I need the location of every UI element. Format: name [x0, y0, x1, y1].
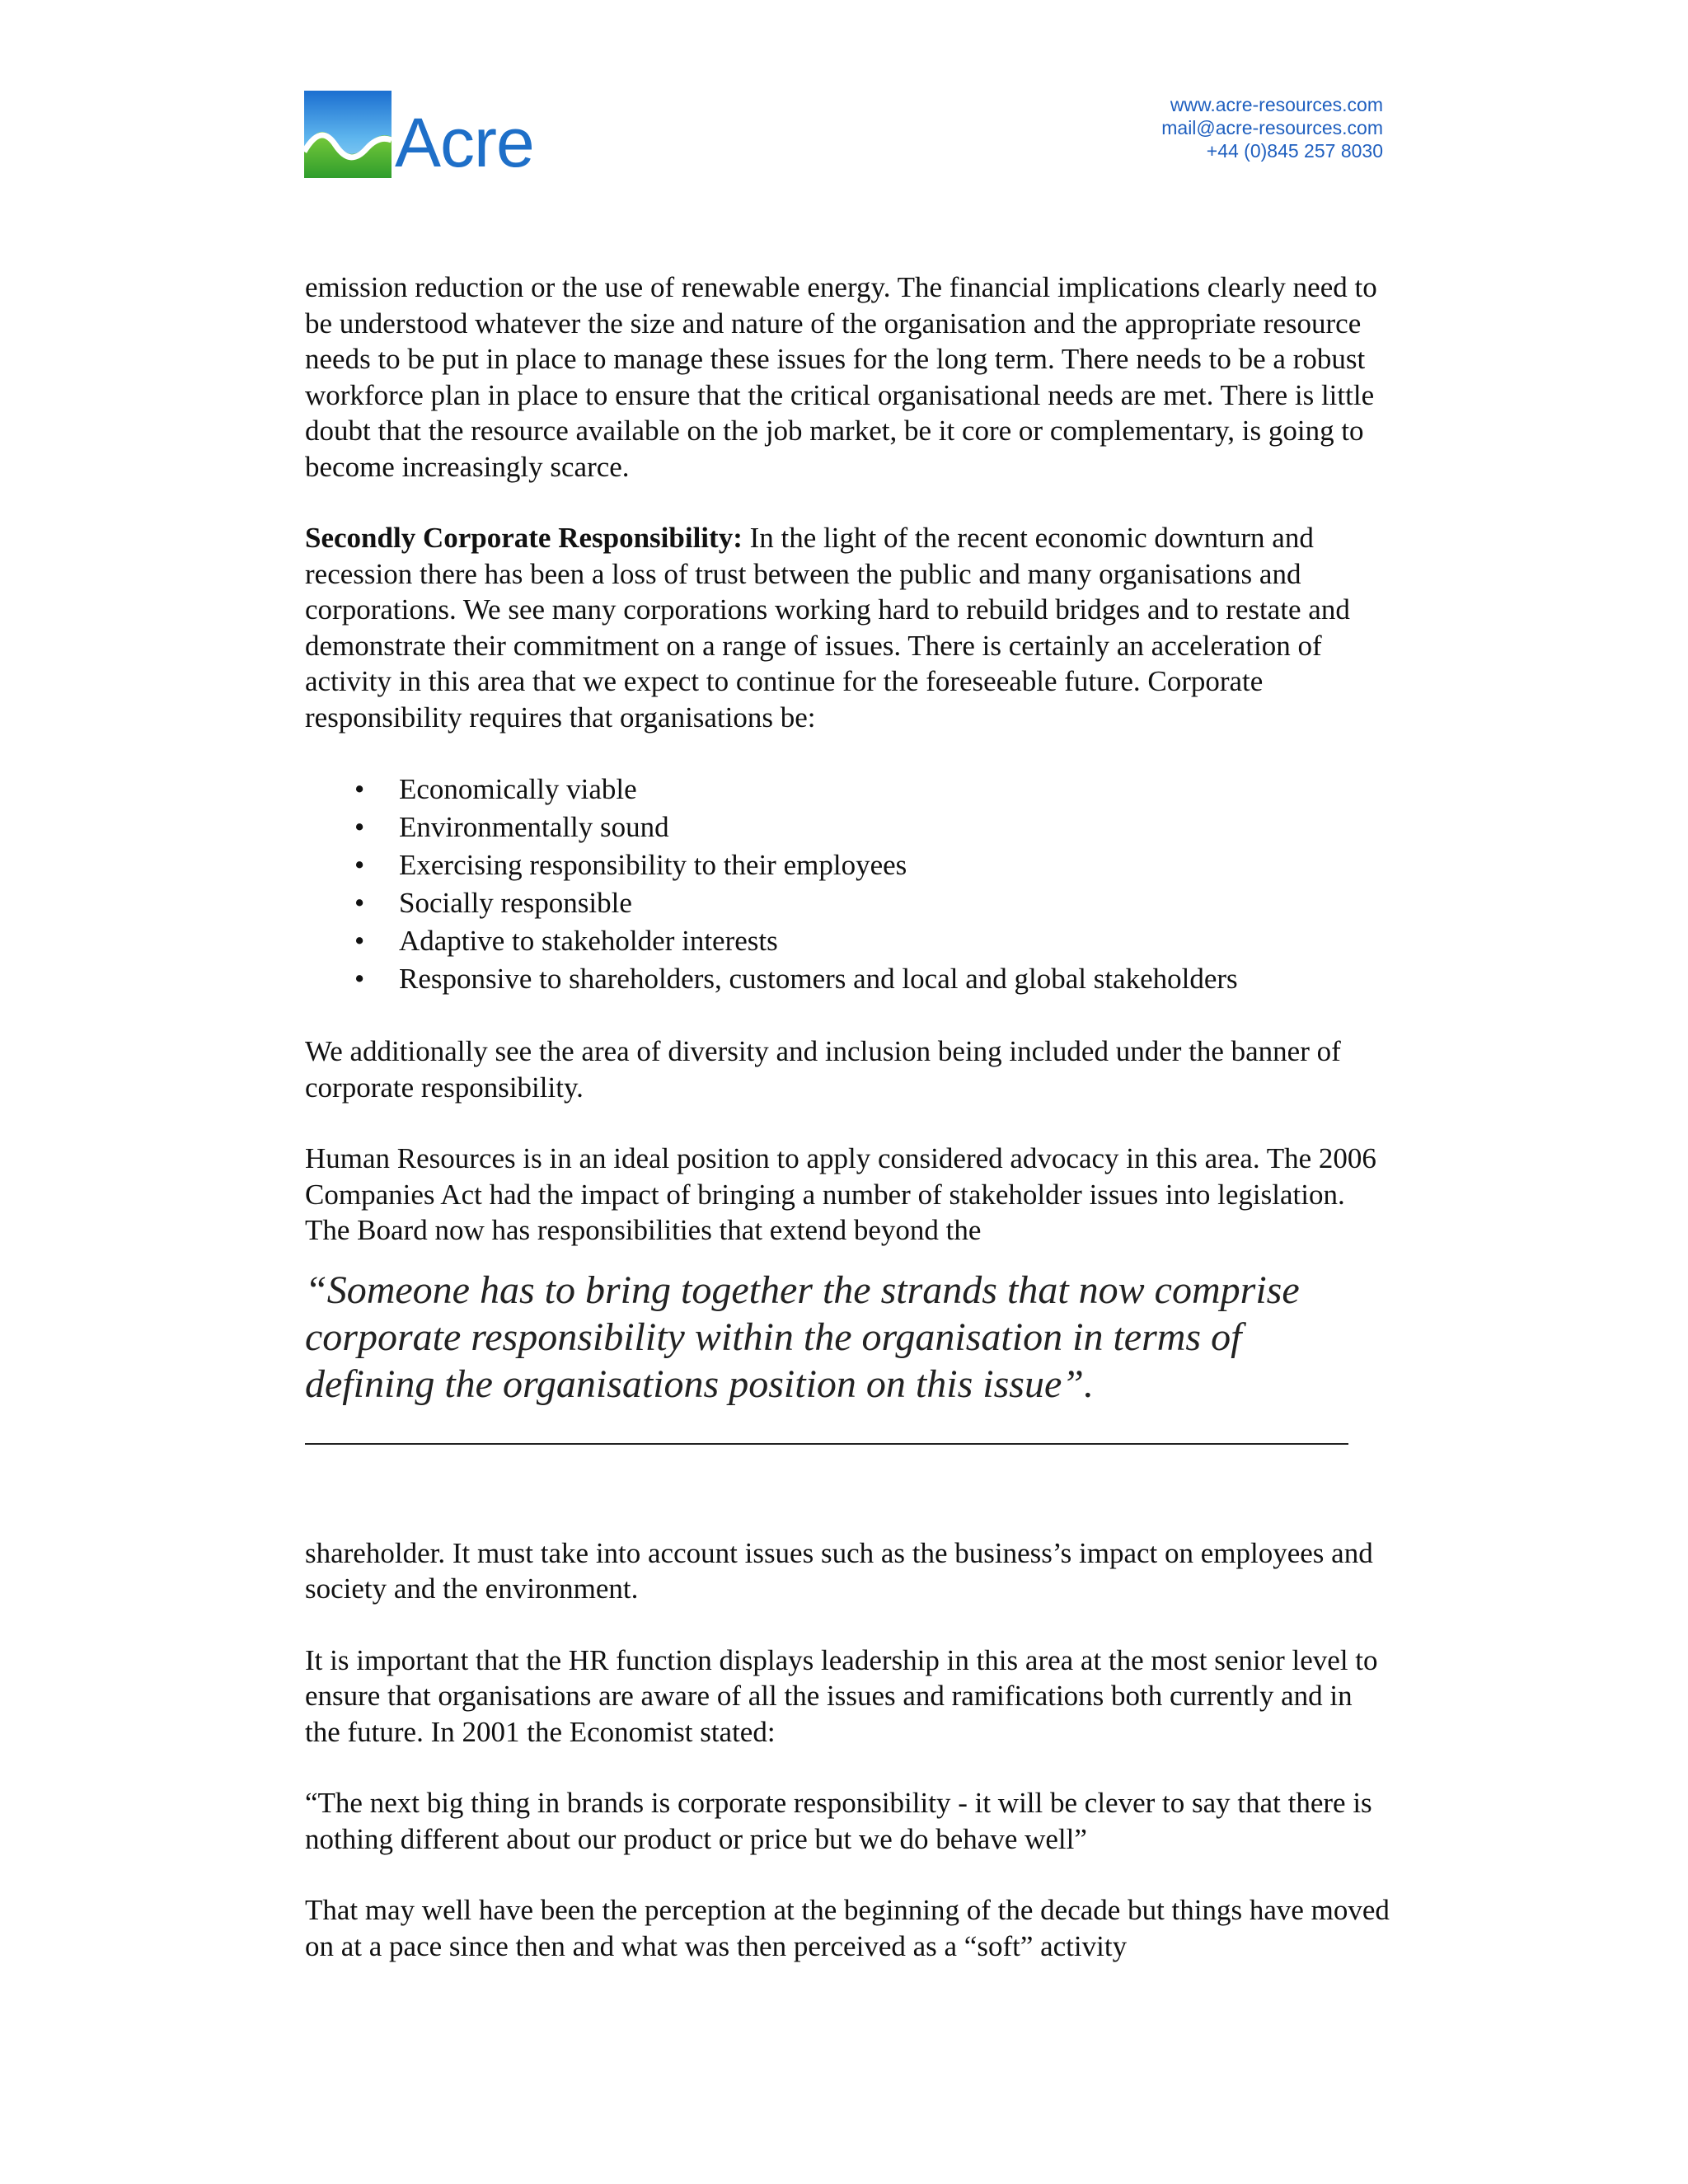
list-item-text: Responsive to shareholders, customers and local and global stakeholders	[399, 963, 1238, 995]
acre-logo	[304, 91, 543, 181]
logo-wordmark: Acre	[395, 104, 534, 181]
bullet-icon: •	[354, 773, 365, 805]
list-item-text: Environmentally sound	[399, 811, 669, 843]
phone-number: +44 (0)845 257 8030	[1206, 140, 1383, 162]
paragraph-human-resources: Human Resources is in an ideal position to apply considered advocacy in this area. The 2006 Companies Act had the impact of bringing a number of stakeholder issues into legislation. The Board now has responsibilities that extend beyond the	[305, 1142, 1376, 1246]
paragraph-diversity: We additionally see the area of diversity and inclusion being included under the banner of corporate responsibility.	[305, 1035, 1341, 1104]
paragraph-intro: emission reduction or the use of renewable energy. The financial implications clearly need to be understood whatever the size and nature of the organisation and the appropriate resource needs to be put in place to manage these issues for the long term. There needs to be a robust workforce plan in place to ensure that the critical organisational needs are met. There is little doubt that the resource available on the job market, be it core or complementary, is going to become increasingly scarce.	[305, 271, 1377, 483]
list-item-text: Adaptive to stakeholder interests	[399, 925, 778, 957]
economist-quote: “The next big thing in brands is corporate responsibility - it will be clever to say that there is nothing different about our product or price but we do behave well”	[305, 1787, 1372, 1855]
paragraph-hr-leadership: It is important that the HR function displays leadership in this area at the most senior level to ensure that organisations are aware of all the issues and ramifications both currently and in the future. In 2001 the Economist stated:	[305, 1643, 1378, 1748]
acre-logo-mark-icon	[304, 91, 392, 178]
bullet-icon: •	[354, 925, 365, 957]
section-heading: Secondly Corporate Responsibility:	[305, 522, 743, 554]
website-link[interactable]: www.acre-resources.com	[1170, 94, 1383, 115]
pull-quote-divider	[305, 1443, 1348, 1445]
email-link[interactable]: mail@acre-resources.com	[1161, 117, 1383, 138]
list-item	[305, 808, 1393, 846]
bullet-icon: •	[354, 811, 365, 843]
list-item	[305, 884, 1393, 922]
list-item	[305, 960, 1393, 998]
list-item	[305, 771, 1393, 808]
bullet-icon: •	[354, 963, 365, 995]
list-item	[305, 922, 1393, 960]
list-item-text: Socially responsible	[399, 887, 632, 919]
contact-block	[1161, 93, 1383, 162]
bullet-icon: •	[354, 849, 365, 881]
list-item-text: Exercising responsibility to their employees	[399, 849, 907, 881]
requirements-list	[305, 771, 1393, 998]
list-item-text: Economically viable	[399, 773, 637, 805]
paragraph-corporate-responsibility	[305, 520, 1393, 735]
list-item	[305, 846, 1393, 884]
document-body	[305, 269, 1393, 1999]
paragraph-conclusion: That may well have been the perception at the beginning of the decade but things have moved on at a pace since then and what was then perceived as a “soft” activity	[305, 1894, 1390, 1962]
paragraph-text: In the light of the recent economic downturn and recession there has been a loss of trust between the public and many organisations and corporations. We see many corporations working hard to rebuild bridges and to restate and demonstrate their commitment on a range of issues. There is certainly an acceleration of activity in this area that we expect to continue for the foreseeable future. Corporate responsibility requires that organisations be:	[305, 522, 1350, 733]
bullet-icon: •	[354, 887, 365, 919]
paragraph-shareholder: shareholder. It must take into account issues such as the business’s impact on employees and society and the environment.	[305, 1536, 1373, 1605]
pull-quote: “Someone has to bring together the strands that now comprise corporate responsibility within the organisation in terms of defining the organisations position on this issue”.	[305, 1268, 1300, 1406]
